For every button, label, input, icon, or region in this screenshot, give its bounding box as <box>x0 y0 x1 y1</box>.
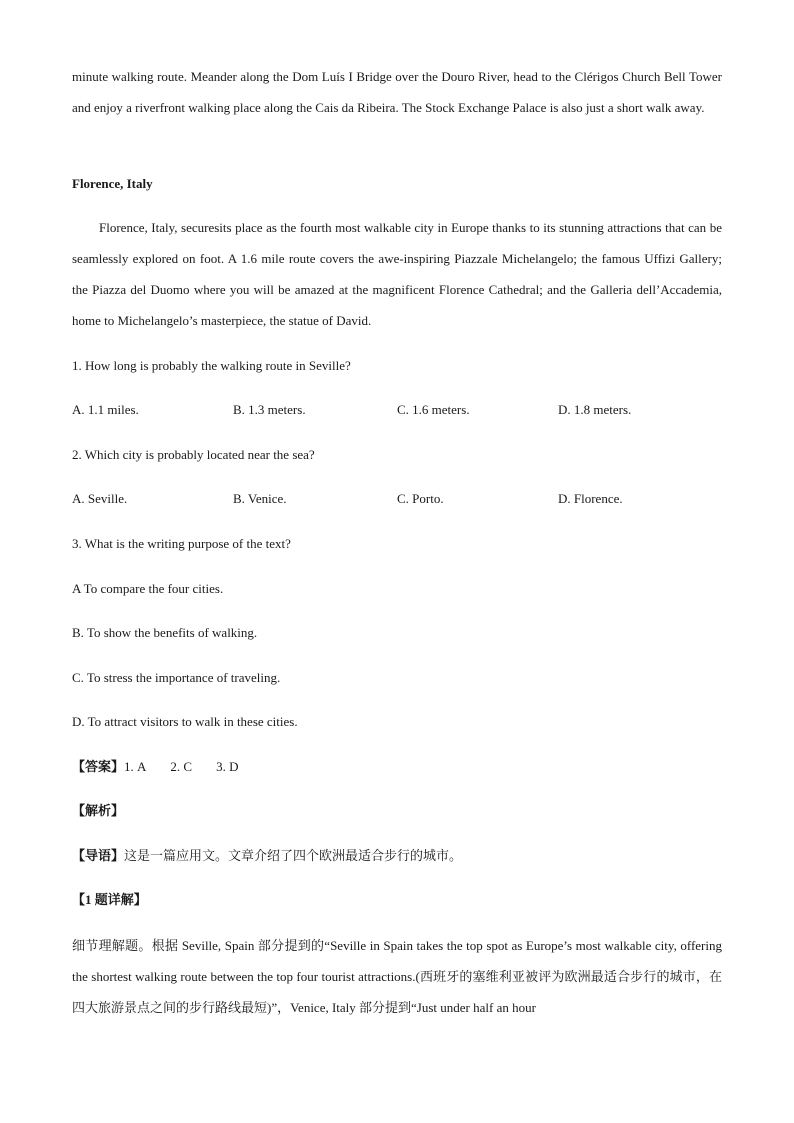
question-2-option-a: A. Seville. <box>72 491 128 506</box>
florence-heading: Florence, Italy <box>72 176 153 191</box>
answer-item-2: 2. C <box>170 759 193 774</box>
question-2-stem: 2. Which city is probably located near the sea? <box>72 447 315 462</box>
answer-line <box>72 757 238 777</box>
question-1-stem: 1. How long is probably the walking route in Seville? <box>72 358 351 373</box>
passage-carry-over: minute walking route. Meander along the Dom Luís I Bridge over the Douro River, head to the Clérigos Church Bell Tower and enjoy a riverfront walking place along the Cais da Ribeira. The Stock Exchange Palace is also just a short walk away. <box>72 69 722 115</box>
intro-line <box>72 846 462 866</box>
intro-text: 这是一篇应用文。文章介绍了四个欧洲最适合步行的城市。 <box>124 848 463 863</box>
intro-label: 【导语】 <box>72 848 125 863</box>
answer-item-3: 3. D <box>216 759 239 774</box>
analysis-label: 【解析】 <box>72 803 125 818</box>
question-1-option-c: C. 1.6 meters. <box>397 402 470 417</box>
question-3-option-d: D. To attract visitors to walk in these cities. <box>72 714 298 729</box>
q1-detail-text: 细节理解题。根据 Seville, Spain 部分提到的“Seville in Spain takes the top spot as Europe’s most walkable city, offering the shortest walking route between the top four tourist attractions.(西班牙的塞维利亚被评为欧洲最适合步行的城市，在四大旅游景点之间的步行路线最短)”，Venice, Italy 部分提到“Just under half an hour <box>72 938 722 1015</box>
question-2-option-c: C. Porto. <box>397 491 444 506</box>
question-1-option-d: D. 1.8 meters. <box>558 402 632 417</box>
question-1-option-b: B. 1.3 meters. <box>233 402 306 417</box>
question-1-option-a: A. 1.1 miles. <box>72 402 139 417</box>
answer-item-1: 1. A <box>124 759 147 774</box>
q1-detail-label: 【1 题详解】 <box>72 892 147 907</box>
question-3-stem: 3. What is the writing purpose of the text? <box>72 536 291 551</box>
question-3-option-a: A To compare the four cities. <box>72 581 224 596</box>
question-2-option-b: B. Venice. <box>233 491 287 506</box>
answer-label: 【答案】 <box>72 759 125 774</box>
question-3-option-b: B. To show the benefits of walking. <box>72 625 258 640</box>
florence-paragraph: Florence, Italy, securesits place as the fourth most walkable city in Europe thanks to its stunning attractions that can be seamlessly explored on foot. A 1.6 mile route covers the awe-inspiring Piazzale Michelangelo; the famous Uffizi Gallery; the Piazza del Duomo where you will be amazed at the magnificent Florence Cathedral; and the Galleria dell’Accademia, home to Michelangelo’s masterpiece, the statue of David. <box>72 220 722 328</box>
question-2-option-d: D. Florence. <box>558 491 623 506</box>
question-3-option-c: C. To stress the importance of traveling. <box>72 670 281 685</box>
